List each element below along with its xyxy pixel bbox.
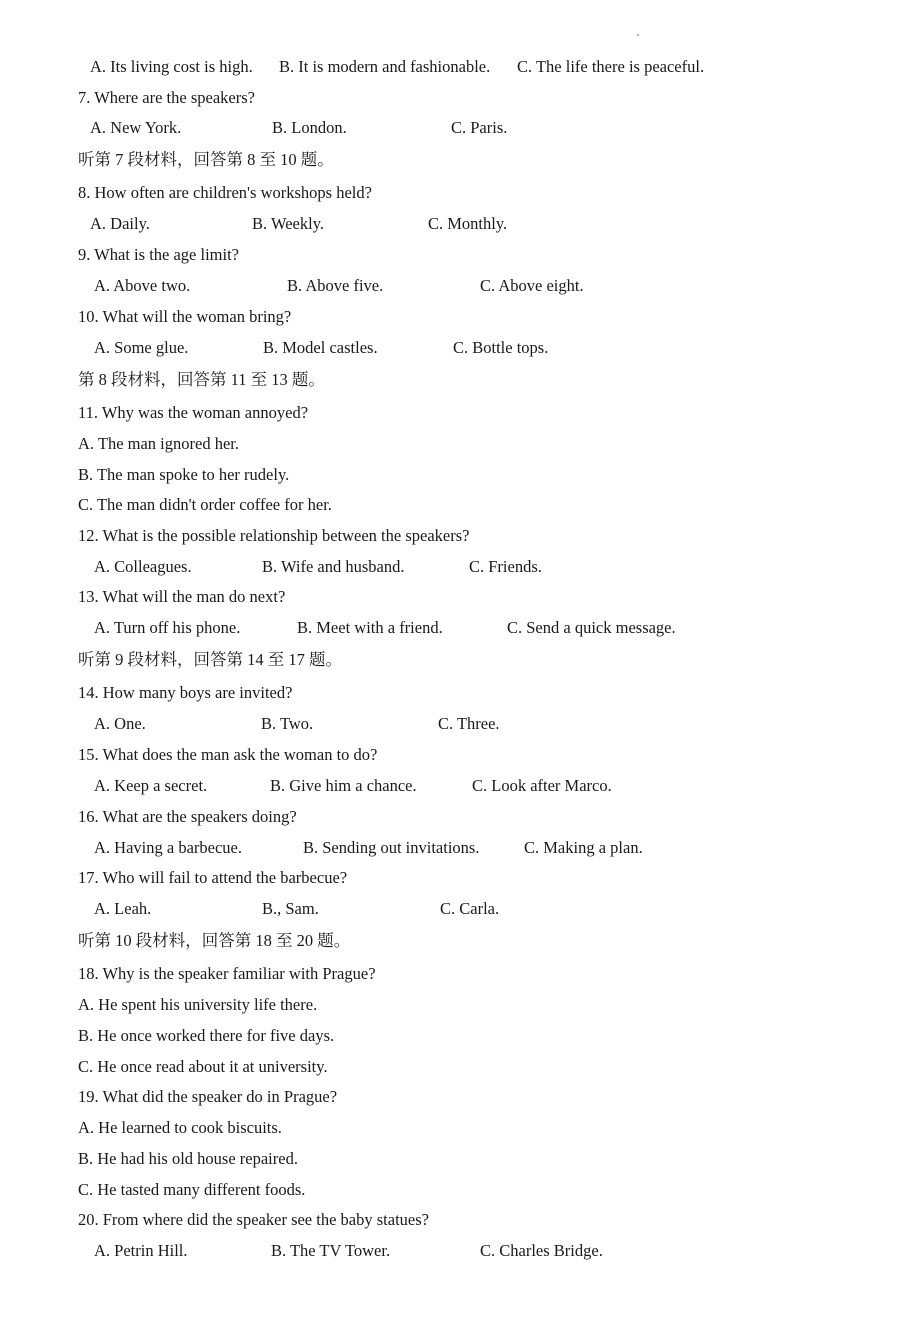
q11-stem: 11. Why was the woman annoyed?	[78, 403, 309, 422]
q8-stem: 8. How often are children's workshops held?	[78, 183, 372, 202]
q20-option-c: C. Charles Bridge.	[480, 1241, 603, 1260]
q15-option-b: B. Give him a chance.	[270, 776, 417, 795]
q18-stem: 18. Why is the speaker familiar with Prague?	[78, 964, 376, 983]
q14-option-b: B. Two.	[261, 714, 314, 733]
q15-stem: 15. What does the man ask the woman to do?	[78, 745, 378, 764]
q10-option-c: C. Bottle tops.	[453, 338, 549, 357]
q12-stem: 12. What is the possible relationship between the speakers?	[78, 526, 470, 545]
q9-option-b: B. Above five.	[287, 276, 384, 295]
q16-option-b: B. Sending out invitations.	[303, 838, 480, 857]
q7-option-a: A. New York.	[90, 118, 182, 137]
q12-option-b: B. Wife and husband.	[262, 557, 405, 576]
q18-option-b: B. He once worked there for five days.	[78, 1026, 335, 1045]
q8-option-a: A. Daily.	[90, 214, 150, 233]
q13-option-a: A. Turn off his phone.	[94, 618, 241, 637]
q18-option-c: C. He once read about it at university.	[78, 1057, 328, 1076]
q13-option-b: B. Meet with a friend.	[297, 618, 443, 637]
q8-option-b: B. Weekly.	[252, 214, 324, 233]
q18-option-a: A. He spent his university life there.	[78, 995, 318, 1014]
q9-option-a: A. Above two.	[94, 276, 191, 295]
q16-option-c: C. Making a plan.	[524, 838, 643, 857]
section-heading: 第 8 段材料，回答第 11 至 13 题。	[78, 370, 325, 389]
q7-option-b: B. London.	[272, 118, 347, 137]
q11-option-b: B. The man spoke to her rudely.	[78, 465, 290, 484]
q20-stem: 20. From where did the speaker see the baby statues?	[78, 1210, 429, 1229]
q6-option-c: C. The life there is peaceful.	[517, 57, 705, 76]
q20-option-b: B. The TV Tower.	[271, 1241, 391, 1260]
q8-option-c: C. Monthly.	[428, 214, 508, 233]
q7-stem: 7. Where are the speakers?	[78, 88, 255, 107]
q7-option-c: C. Paris.	[451, 118, 508, 137]
q10-option-a: A. Some glue.	[94, 338, 189, 357]
section-heading: 听第 9 段材料，回答第 14 至 17 题。	[78, 650, 342, 669]
q15-option-c: C. Look after Marco.	[472, 776, 612, 795]
q14-stem: 14. How many boys are invited?	[78, 683, 293, 702]
q19-option-c: C. He tasted many different foods.	[78, 1180, 306, 1199]
q11-option-c: C. The man didn't order coffee for her.	[78, 495, 332, 514]
q12-option-a: A. Colleagues.	[94, 557, 192, 576]
q10-stem: 10. What will the woman bring?	[78, 307, 292, 326]
q16-option-a: A. Having a barbecue.	[94, 838, 242, 857]
q9-option-c: C. Above eight.	[480, 276, 584, 295]
q6-option-a: A. Its living cost is high.	[90, 57, 253, 76]
section-heading: 听第 7 段材料，回答第 8 至 10 题。	[78, 150, 334, 169]
q13-option-c: C. Send a quick message.	[507, 618, 676, 637]
q16-stem: 16. What are the speakers doing?	[78, 807, 297, 826]
q17-option-c: C. Carla.	[440, 899, 500, 918]
section-heading: 听第 10 段材料，回答第 18 至 20 题。	[78, 931, 351, 950]
q12-option-c: C. Friends.	[469, 557, 542, 576]
q19-option-b: B. He had his old house repaired.	[78, 1149, 298, 1168]
q17-stem: 17. Who will fail to attend the barbecue?	[78, 868, 348, 887]
q17-option-b: B., Sam.	[262, 899, 319, 918]
q19-option-a: A. He learned to cook biscuits.	[78, 1118, 282, 1137]
q11-option-a: A. The man ignored her.	[78, 434, 239, 453]
q14-option-a: A. One.	[94, 714, 146, 733]
scan-speck	[637, 34, 639, 36]
q15-option-a: A. Keep a secret.	[94, 776, 208, 795]
q10-option-b: B. Model castles.	[263, 338, 378, 357]
q20-option-a: A. Petrin Hill.	[94, 1241, 188, 1260]
q19-stem: 19. What did the speaker do in Prague?	[78, 1087, 338, 1106]
q9-stem: 9. What is the age limit?	[78, 245, 239, 264]
q6-option-b: B. It is modern and fashionable.	[279, 57, 491, 76]
q17-option-a: A. Leah.	[94, 899, 152, 918]
q14-option-c: C. Three.	[438, 714, 500, 733]
q13-stem: 13. What will the man do next?	[78, 587, 286, 606]
